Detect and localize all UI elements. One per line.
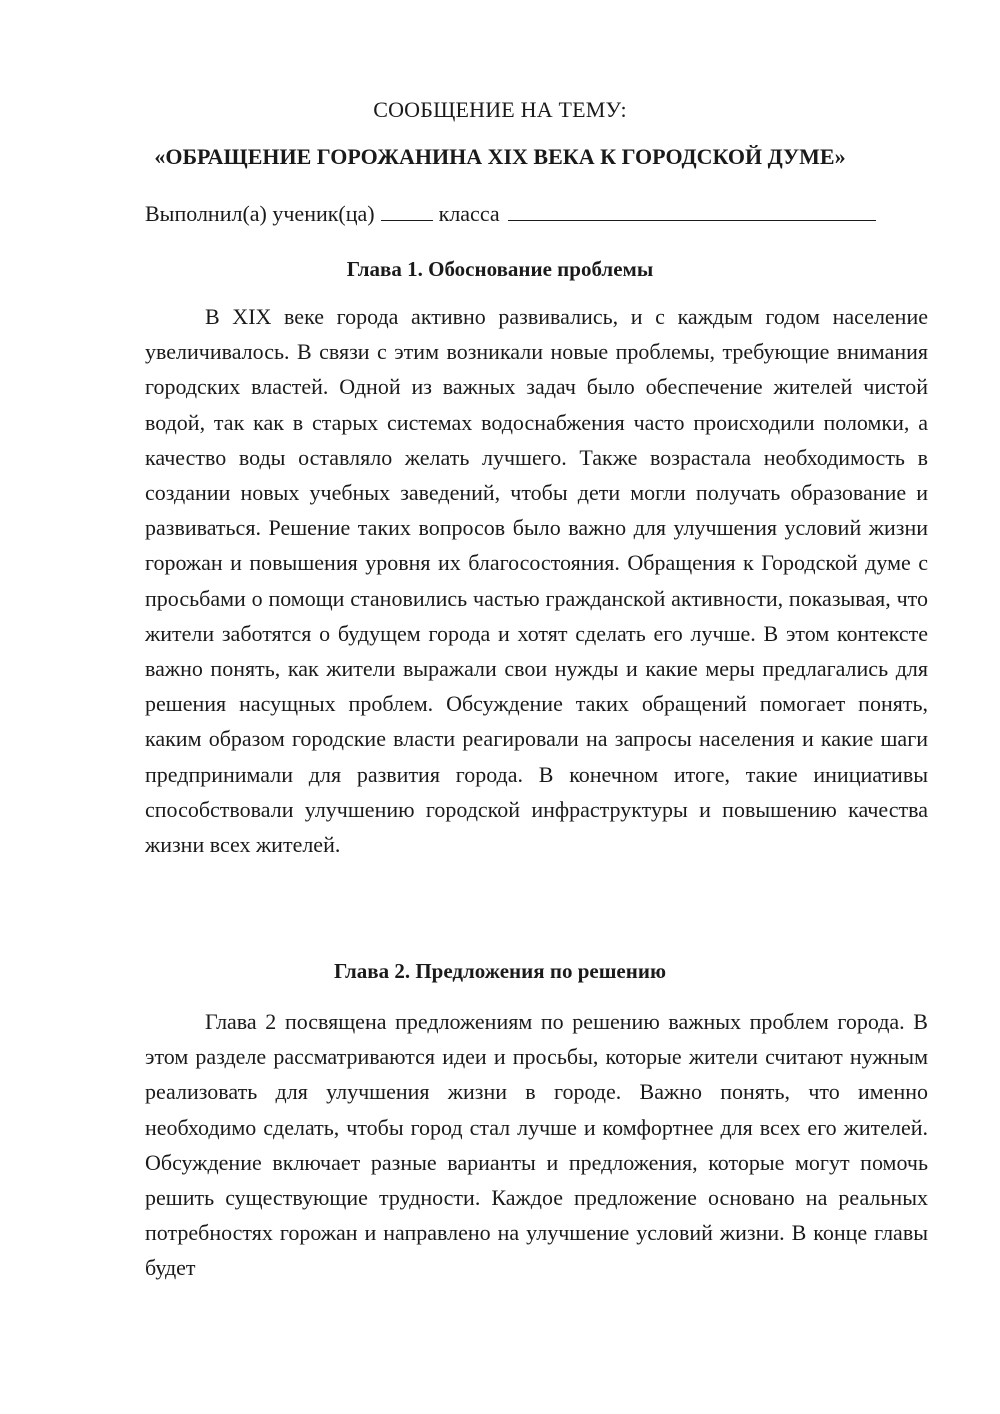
class-word: класса (438, 201, 500, 226)
author-prefix: Выполнил(а) ученик(ца) (145, 201, 375, 226)
chapter-2-paragraph: Глава 2 посвящена предложениям по решению важных проблем города. В этом разделе рассматриваются идеи и просьбы, которые жители считают нужным реализовать для улучшения жизни в городе. Важно понять, что именно необходимо сделать, чтобы город стал лучше и комфортнее для всех его жителей. Обсуждение включает разные варианты и предложения, которые могут помочь решить существующие трудности. Каждое предложение основано на реальных потребностях горожан и направлено на улучшение условий жизни. В конце главы будет (145, 1009, 928, 1281)
document-title-line1: СООБЩЕНИЕ НА ТЕМУ: (373, 97, 627, 122)
document-title-line2: «ОБРАЩЕНИЕ ГОРОЖАНИНА XIX ВЕКА К ГОРОДСКОЙ ДУМЕ» (154, 144, 846, 169)
author-name-blank (508, 200, 876, 221)
chapter-2-heading: Глава 2. Предложения по решению (333, 959, 667, 983)
class-number-blank (381, 200, 433, 221)
chapter-1-heading: Глава 1. Обоснование проблемы (346, 257, 654, 281)
chapter-1-paragraph: В XIX веке города активно развивались, и с каждым годом население увеличивалось. В связи с этим возникали новые проблемы, требующие внимания городских властей. Одной из важных задач было обеспечение жителей чистой водой, так как в старых системах водоснабжения часто происходили поломки, а качество воды оставляло желать лучшего. Также возрастала необходимость в создании новых учебных заведений, чтобы дети могли получать образование и развиваться. Решение таких вопросов было важно для улучшения условий жизни горожан и повышения уровня их благосостояния. Обращения к Городской думе с просьбами о помощи становились частью гражданской активности, показывая, что жители заботятся о будущем города и хотят сделать его лучше. В этом контексте важно понять, как жители выражали свои нужды и какие меры предлагались для решения насущных проблем. Обсуждение таких обращений помогает понять, каким образом городские власти реагировали на запросы населения и какие шаги предпринимали для развития города. В конечном итоге, такие инициативы способствовали улучшению городской инфраструктуры и повышению качества жизни всех жителей. (145, 304, 928, 858)
author-line (145, 200, 935, 227)
